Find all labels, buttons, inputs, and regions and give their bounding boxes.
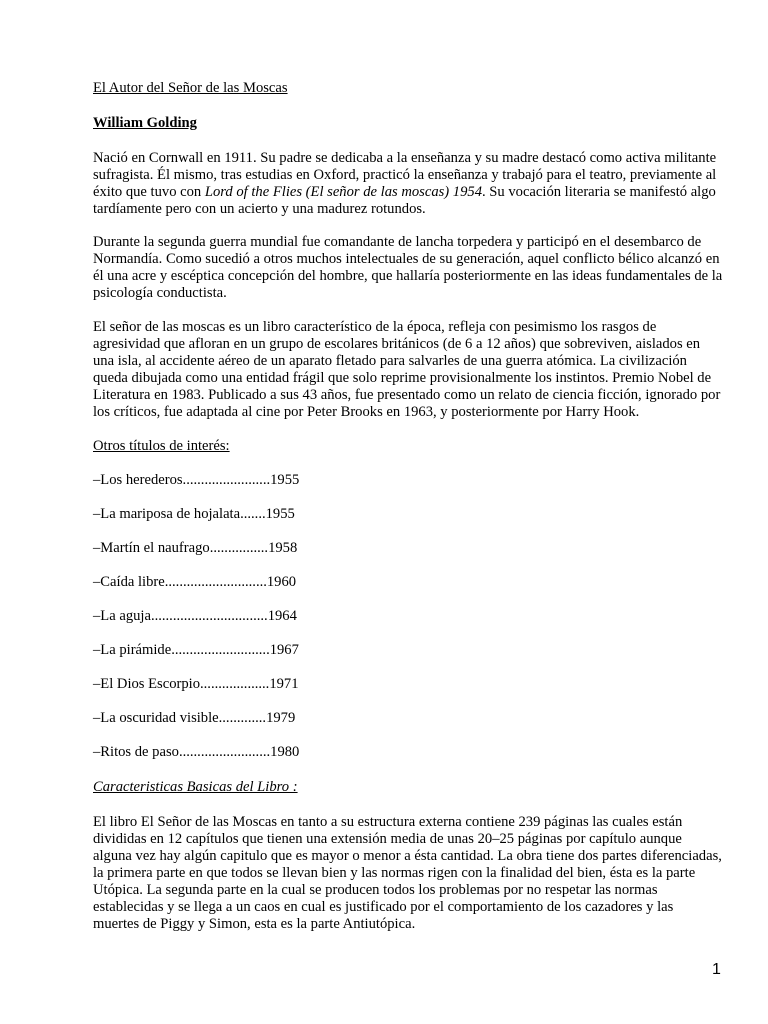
list-item: –Los herederos........................1955 <box>93 472 300 488</box>
author-name: William Golding <box>93 115 197 131</box>
list-item: –La oscuridad visible.............1979 <box>93 710 296 726</box>
list-item: –La pirámide...........................1967 <box>93 642 299 658</box>
document-heading: El Autor del Señor de las Moscas <box>93 80 288 96</box>
list-item: –Martín el naufrago................1958 <box>93 540 298 556</box>
list-item: –Caída libre............................1960 <box>93 574 297 590</box>
book-title-italic: Lord of the Flies (El señor de las moscas) 1954 <box>204 184 482 200</box>
list-item: –Ritos de paso.........................1980 <box>93 744 300 760</box>
paragraph-biography-part-a: Nació en Cornwall en 1911. Su padre se dedicaba a la enseñanza y su madre destacó como activa militante sufragista. Él mismo, tras estudias en Oxford, practicó la enseñanza y trabajó para el teatro, previamente al éxito que tuvo con <box>93 150 717 200</box>
paragraph-book-structure: El libro El Señor de las Moscas en tanto a su estructura externa contiene 239 páginas las cuales están divididas en 12 capítulos que tienen una extensión media de unas 20–25 páginas por capítulo aunque alguna vez hay algún capitulo que es mayor o menor a ésta cantidad. La obra tiene dos partes diferenciadas, la primera parte en que todos se llevan bien y las normas rigen con la finalidad del bien, ésta es la parte Utópica. La segunda parte en la cual se producen todos los problemas por no respetar las normas establecidas y se llega a un caos en cual es justificado por el comportamiento de los cazadores y las muertes de Piggy y Simon, esta es la parte Antiutópica. <box>93 814 722 932</box>
list-item: –La mariposa de hojalata.......1955 <box>93 506 295 522</box>
list-item: –El Dios Escorpio...................1971 <box>93 676 299 692</box>
paragraph-biography <box>93 150 723 218</box>
page-number: 1 <box>712 961 721 978</box>
book-features-heading: Caracteristicas Basicas del Libro : <box>93 779 298 795</box>
list-item: –La aguja................................1964 <box>93 608 297 624</box>
other-titles-heading: Otros títulos de interés: <box>93 438 230 454</box>
paragraph-war: Durante la segunda guerra mundial fue comandante de lancha torpedera y participó en el desembarco de Normandía. Como sucedió a otros muchos intelectuales de su generación, aquel conflicto bélico alcanzó en él una acre y escéptica concepción del hombre, que hallaría posteriormente en las ideas fundamentales de la psicología conductista. <box>93 234 723 301</box>
paragraph-biography-part-b: . Su vocación literaria se manifestó algo tardíamente pero con un acierto y una madurez rotundos. <box>93 184 716 217</box>
other-titles-list <box>93 472 493 778</box>
paragraph-book-summary: El señor de las moscas es un libro característico de la época, refleja con pesimismo los rasgos de agresividad que afloran en un grupo de escolares británicos (de 6 a 12 años) que sobreviven, aislados en una isla, al accidente aéreo de un aparato fletado para salvarles de una guerra atómica. La civilización queda dibujada como una entidad frágil que solo reprime provisionalmente los instintos. Premio Nobel de Literatura en 1983. Publicado a sus 43 años, fue presentado como un relato de ciencia ficción, ignorado por los críticos, fue adaptada al cine por Peter Brooks en 1963, y posteriormente por Harry Hook. <box>93 319 721 420</box>
